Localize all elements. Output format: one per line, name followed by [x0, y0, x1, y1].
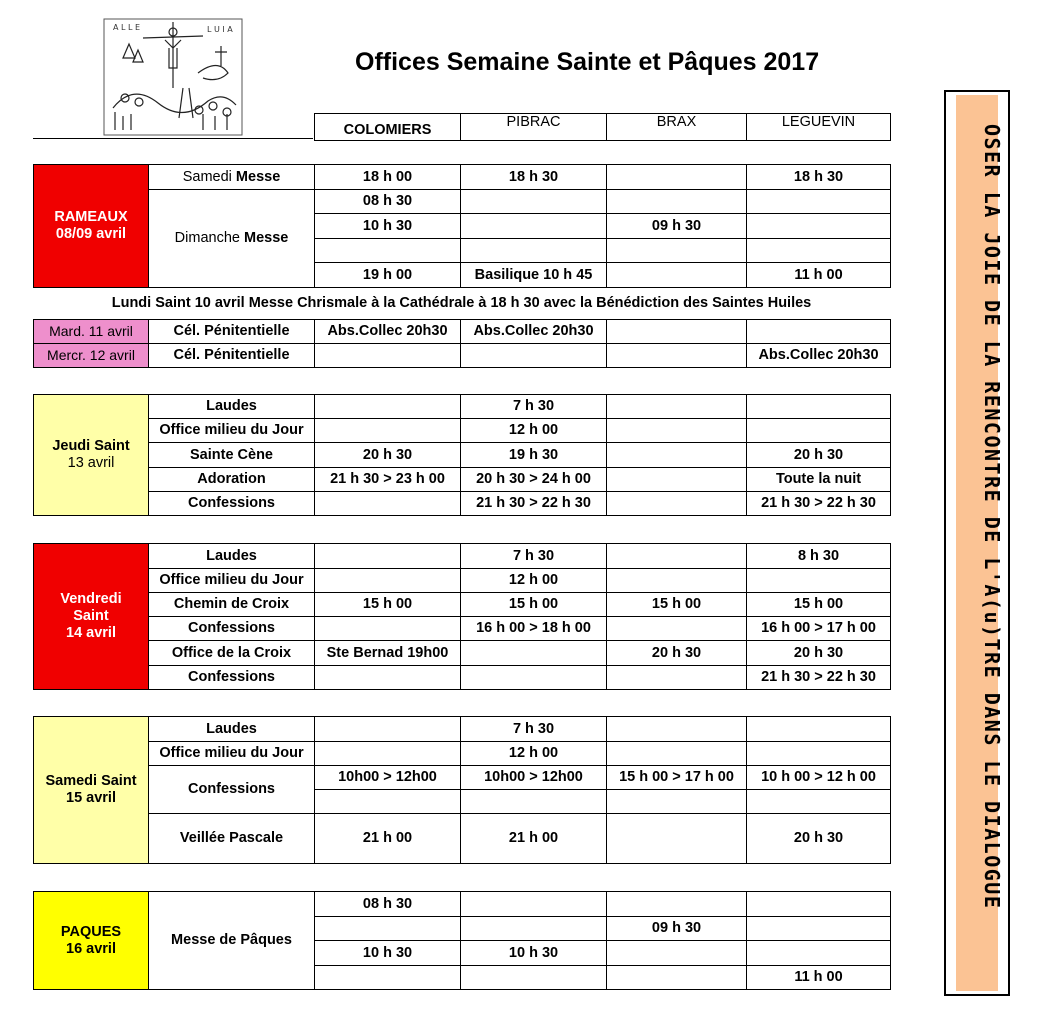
time-cell [607, 320, 747, 344]
time-cell [607, 941, 747, 966]
time-cell: 12 h 00 [461, 742, 607, 766]
time-cell [607, 492, 747, 516]
time-cell: 18 h 00 [315, 165, 461, 190]
time-cell: 15 h 00 > 17 h 00 [607, 766, 747, 790]
time-cell: 16 h 00 > 17 h 00 [747, 617, 891, 641]
time-cell: 20 h 30 [315, 443, 461, 468]
page-title: Offices Semaine Sainte et Pâques 2017 [355, 48, 820, 76]
day-name: Saint [73, 608, 109, 624]
office-label: Chemin de Croix [149, 593, 315, 617]
time-cell [461, 190, 607, 214]
parish-logo [103, 18, 243, 136]
time-cell [607, 814, 747, 864]
time-cell: 10 h 00 > 12 h 00 [747, 766, 891, 790]
lundi-saint-note: Lundi Saint 10 avril Messe Chrismale à la Cathédrale à 18 h 30 avec la Bénédiction des Saintes Huiles [111, 295, 812, 311]
office-label: Office milieu du Jour [149, 742, 315, 766]
time-cell [315, 569, 461, 593]
time-cell: 12 h 00 [461, 419, 607, 443]
time-cell [461, 641, 607, 666]
day-name: PAQUES [60, 923, 122, 940]
col-pibrac: PIBRAC [461, 114, 607, 141]
office-label-bold: Messe [243, 230, 289, 246]
time-cell [747, 717, 891, 742]
office-label: Office milieu du Jour [149, 419, 315, 443]
side-slogan: OSER LA JOIE DE LA RENCONTRE DE L'A(u)TRE DANS LE DIALOGUE [980, 124, 1004, 910]
paques-table [33, 891, 891, 990]
time-cell: Abs.Collec 20h30 [461, 320, 607, 344]
time-cell: 08 h 30 [315, 892, 461, 917]
day-date: 15 avril [66, 790, 116, 806]
office-label: Confessions [149, 766, 315, 814]
time-cell [315, 617, 461, 641]
day-date: 14 avril [66, 625, 116, 641]
time-cell [607, 190, 747, 214]
time-cell [747, 569, 891, 593]
time-cell [607, 790, 747, 814]
time-cell: 10 h 30 [461, 941, 607, 966]
time-cell [747, 892, 891, 917]
time-cell: 15 h 00 [315, 593, 461, 617]
time-cell [315, 419, 461, 443]
time-cell: 09 h 30 [607, 917, 747, 941]
time-cell [315, 717, 461, 742]
time-cell [461, 966, 607, 990]
time-cell [315, 917, 461, 941]
col-leguevin: LEGUEVIN [747, 114, 891, 141]
time-cell: Ste Bernad 19h00 [315, 641, 461, 666]
time-cell [315, 742, 461, 766]
time-cell [607, 263, 747, 288]
time-cell [607, 666, 747, 690]
time-cell [607, 742, 747, 766]
time-cell [315, 790, 461, 814]
time-cell [607, 544, 747, 569]
svg-text:L U I A: L U I A [207, 25, 233, 34]
time-cell: 21 h 30 > 22 h 30 [461, 492, 607, 516]
time-cell: 21 h 00 [461, 814, 607, 864]
time-cell: 20 h 30 > 24 h 00 [461, 468, 607, 492]
time-cell [747, 395, 891, 419]
day-cell-jeudi [34, 395, 149, 516]
day-date: 13 avril [67, 455, 115, 471]
time-cell [747, 239, 891, 263]
rameaux-table [33, 164, 891, 288]
office-label: Confessions [149, 617, 315, 641]
time-cell: 15 h 00 [607, 593, 747, 617]
time-cell: 10 h 30 [315, 941, 461, 966]
time-cell: 15 h 00 [461, 593, 607, 617]
time-cell: 7 h 30 [461, 544, 607, 569]
office-label: Laudes [149, 395, 315, 419]
time-cell [747, 190, 891, 214]
time-cell: 09 h 30 [607, 214, 747, 239]
office-label: Dimanche [174, 230, 244, 246]
office-label: Office de la Croix [149, 641, 315, 666]
office-label: Adoration [149, 468, 315, 492]
time-cell: Abs.Collec 20h30 [315, 320, 461, 344]
office-label: Laudes [149, 717, 315, 742]
office-label: Samedi [182, 168, 236, 185]
office-label: Messe de Pâques [149, 892, 315, 990]
time-cell [747, 790, 891, 814]
time-cell [747, 742, 891, 766]
time-cell [747, 214, 891, 239]
day-date: 08/09 avril [55, 226, 127, 242]
day-date: 16 avril [66, 940, 116, 957]
time-cell: 20 h 30 [747, 641, 891, 666]
time-cell: Basilique 10 h 45 [461, 263, 607, 288]
time-cell [315, 544, 461, 569]
time-cell [315, 666, 461, 690]
time-cell [315, 966, 461, 990]
time-cell [315, 344, 461, 368]
vendredi-table [33, 543, 891, 690]
office-label-bold: Messe [235, 168, 281, 185]
day-name: Samedi Saint [45, 773, 137, 789]
time-cell: 10h00 > 12h00 [315, 766, 461, 790]
time-cell [461, 917, 607, 941]
time-cell: 18 h 30 [461, 165, 607, 190]
time-cell [607, 419, 747, 443]
time-cell [607, 344, 747, 368]
time-cell: 21 h 00 [315, 814, 461, 864]
time-cell: 21 h 30 > 23 h 00 [315, 468, 461, 492]
time-cell: 8 h 30 [747, 544, 891, 569]
time-cell [607, 569, 747, 593]
time-cell [607, 717, 747, 742]
office-label: Office milieu du Jour [149, 569, 315, 593]
time-cell [607, 617, 747, 641]
time-cell [461, 892, 607, 917]
time-cell [747, 419, 891, 443]
time-cell: 12 h 00 [461, 569, 607, 593]
time-cell [747, 320, 891, 344]
time-cell: 7 h 30 [461, 717, 607, 742]
time-cell: 19 h 00 [315, 263, 461, 288]
time-cell: 11 h 00 [747, 263, 891, 288]
time-cell: 21 h 30 > 22 h 30 [747, 666, 891, 690]
col-colomiers: COLOMIERS [315, 114, 461, 141]
time-cell [607, 239, 747, 263]
day-cell-paques [34, 892, 149, 990]
divider [33, 138, 313, 139]
office-label: Confessions [149, 666, 315, 690]
time-cell [461, 214, 607, 239]
time-cell: 10 h 30 [315, 214, 461, 239]
time-cell [315, 239, 461, 263]
time-cell [315, 492, 461, 516]
time-cell: 08 h 30 [315, 190, 461, 214]
time-cell: 21 h 30 > 22 h 30 [747, 492, 891, 516]
penitence-table [33, 319, 891, 368]
jeudi-table [33, 394, 891, 516]
time-cell: 18 h 30 [747, 165, 891, 190]
time-cell: 10h00 > 12h00 [461, 766, 607, 790]
time-cell [461, 239, 607, 263]
day-cell-samedi [34, 717, 149, 864]
day-name: Vendredi [60, 591, 122, 607]
office-label: Veillée Pascale [149, 814, 315, 864]
office-label: Laudes [149, 544, 315, 569]
office-label: Confessions [149, 492, 315, 516]
time-cell: 20 h 30 [747, 814, 891, 864]
day-cell-mercredi: Mercr. 12 avril [34, 344, 149, 368]
time-cell: Toute la nuit [747, 468, 891, 492]
column-header [314, 113, 891, 141]
office-label: Cél. Pénitentielle [149, 320, 315, 344]
time-cell: Abs.Collec 20h30 [747, 344, 891, 368]
time-cell: 15 h 00 [747, 593, 891, 617]
time-cell [747, 917, 891, 941]
time-cell [607, 892, 747, 917]
svg-text:A L L E: A L L E [113, 23, 141, 32]
day-cell-rameaux [34, 165, 149, 288]
time-cell [607, 443, 747, 468]
office-label: Cél. Pénitentielle [149, 344, 315, 368]
time-cell [461, 344, 607, 368]
time-cell: 20 h 30 [747, 443, 891, 468]
day-name: RAMEAUX [54, 209, 128, 225]
time-cell [607, 966, 747, 990]
time-cell: 11 h 00 [747, 966, 891, 990]
time-cell: 19 h 30 [461, 443, 607, 468]
time-cell [461, 666, 607, 690]
day-cell-vendredi [34, 544, 149, 690]
time-cell: 7 h 30 [461, 395, 607, 419]
time-cell [747, 941, 891, 966]
samedi-table [33, 716, 891, 864]
time-cell [607, 395, 747, 419]
office-dimanche-messe [149, 190, 315, 288]
time-cell: 20 h 30 [607, 641, 747, 666]
col-brax: BRAX [607, 114, 747, 141]
time-cell [315, 395, 461, 419]
time-cell [607, 165, 747, 190]
time-cell [461, 790, 607, 814]
time-cell [607, 468, 747, 492]
office-samedi-messe [149, 165, 315, 190]
time-cell: 16 h 00 > 18 h 00 [461, 617, 607, 641]
day-name: Jeudi Saint [52, 438, 130, 454]
day-cell-mardi: Mard. 11 avril [34, 320, 149, 344]
office-label: Sainte Cène [149, 443, 315, 468]
